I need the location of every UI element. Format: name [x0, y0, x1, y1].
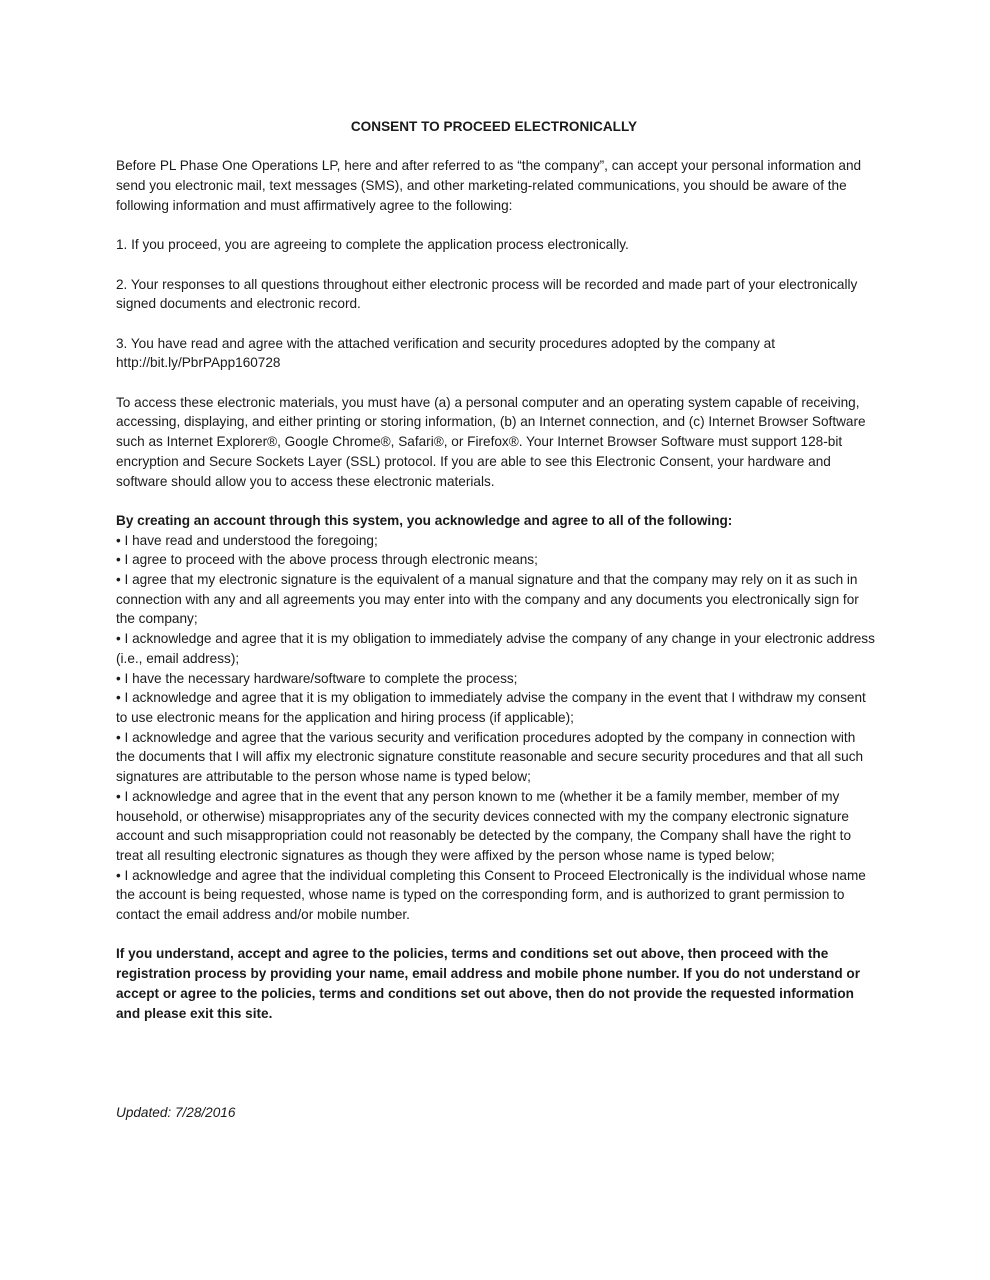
acknowledgement-heading: By creating an account through this system, you acknowledge and agree to all of the following: [116, 512, 733, 528]
numbered-item-2: 2. Your responses to all questions throughout either electronic process will be recorded and made part of your electronically signed documents and electronic record. [116, 276, 858, 312]
numbered-item-3: 3. You have read and agree with the attached verification and security procedures adopted by the company at http://bit.ly/PbrPApp160728 [116, 335, 775, 371]
access-requirements-paragraph: To access these electronic materials, you must have (a) a personal computer and an operating system capable of receiving, accessing, displaying, and either printing or storing information, (b) an Internet connection, and (c) Internet Browser Software such as Internet Explorer®, Google Chrome®, Safari®, or Firefox®. Your Internet Browser Software must support 128-bit encryption and Secure Sockets Layer (SSL) protocol. If you are able to see this Electronic Consent, your hardware and software should allow you to access these electronic materials. [116, 394, 866, 489]
acknowledgement-bullet: • I agree that my electronic signature is the equivalent of a manual signature and that the company may rely on it as such in connection with any and all agreements you may enter into with the company and any documents you electronically sign for the company; [116, 572, 859, 627]
intro-paragraph: Before PL Phase One Operations LP, here and after referred to as “the company”, can accept your personal information and send you electronic mail, text messages (SMS), and other marketing-related communications, you should be aware of the following information and must affirmatively agree to the following: [116, 158, 862, 213]
acknowledgement-bullet: • I acknowledge and agree that the individual completing this Consent to Proceed Electronically is the individual whose name the account is being requested, whose name is typed on the corresponding form, and is authorized to grant permission to contact the email address and/or mobile number. [116, 867, 866, 923]
numbered-item-1: 1. If you proceed, you are agreeing to complete the application process electronically. [116, 237, 629, 253]
updated-date: Updated: 7/28/2016 [116, 1105, 236, 1120]
acknowledgement-section [116, 511, 876, 925]
acknowledgement-bullet: • I agree to proceed with the above process through electronic means; [116, 552, 538, 568]
document-title: CONSENT TO PROCEED ELECTRONICALLY [350, 119, 638, 134]
acknowledgement-bullet: • I acknowledge and agree that in the event that any person known to me (whether it be a family member, member of my household, or otherwise) misappropriates any of the security devices connected with my the company electronic signature account and such misappropriation could not reasonably be detected by the company, the Company shall have the right to treat all resulting electronic signatures as though they were affixed by the person whose name is typed below; [116, 788, 852, 863]
acknowledgement-bullet: • I have read and understood the foregoing; [116, 532, 378, 548]
acknowledgement-bullet: • I have the necessary hardware/software to complete the process; [116, 670, 518, 686]
acknowledgement-bullet: • I acknowledge and agree that it is my obligation to immediately advise the company in the event that I withdraw my consent to use electronic means for the application and hiring process (if applicable); [116, 690, 866, 725]
acknowledgement-bullet: • I acknowledge and agree that it is my obligation to immediately advise the company of any change in your electronic address (i.e., email address); [116, 631, 875, 666]
consent-document [116, 117, 876, 1043]
closing-paragraph: If you understand, accept and agree to the policies, terms and conditions set out above, then proceed with the registration process by providing your name, email address and mobile phone number. If you do not understand or accept or agree to the policies, terms and conditions set out above, then do not provide the requested information and please exit this site. [116, 946, 860, 1021]
acknowledgement-bullet: • I acknowledge and agree that the various security and verification procedures adopted by the company in connection with the documents that I will affix my electronic signature constitute reasonable and secure security procedures and that all such signatures are attributable to the person whose name is typed below; [116, 729, 864, 785]
